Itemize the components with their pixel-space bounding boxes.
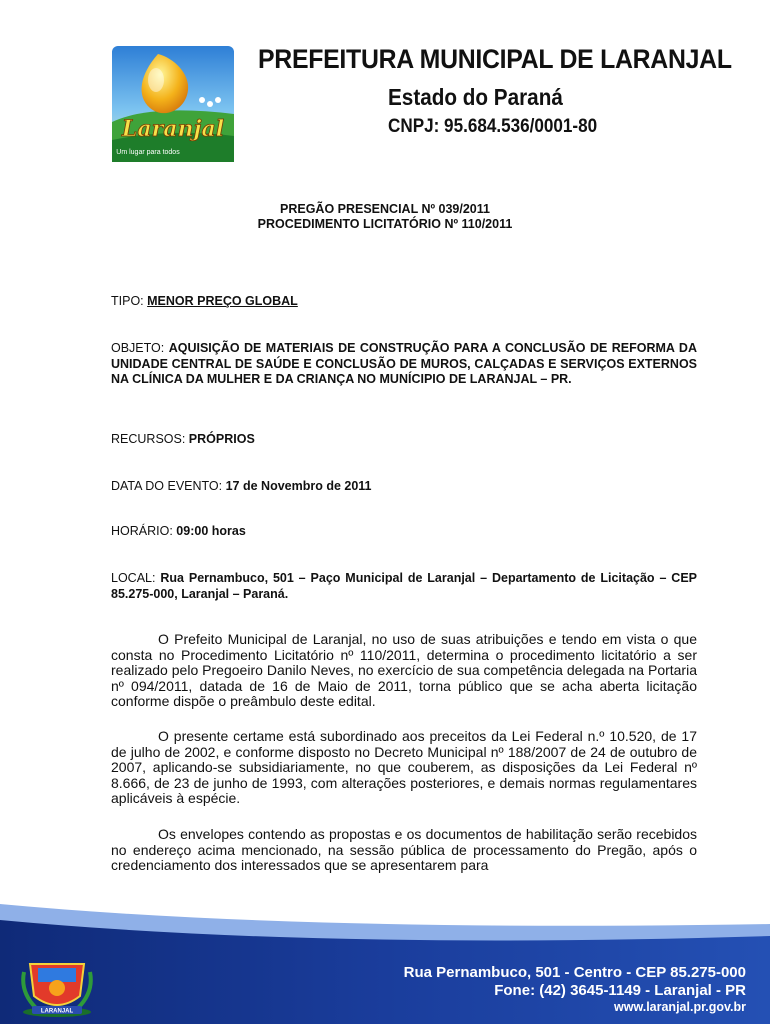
- footer-phone: Fone: (42) 3645-1149 - Laranjal - PR: [494, 982, 746, 999]
- pregao-title: PREGÃO PRESENCIAL Nº 039/2011: [280, 202, 490, 216]
- municipal-crest: [18, 952, 96, 1018]
- objeto-value: AQUISIÇÃO DE MATERIAIS DE CONSTRUÇÃO PARA A CONCLUSÃO DE REFORMA DA UNIDADE CENTRAL DE SAÚDE E CONCLUSÃO DE MUROS, CALÇADAS E SERVIÇOS EXTERNOS NA CLÍNICA DA MULHER E DA CRIANÇA NO MUNÍCIPIO DE LARANJAL – PR.: [111, 341, 697, 386]
- tipo-value: MENOR PREÇO GLOBAL: [147, 294, 298, 308]
- local-field: [111, 571, 697, 602]
- header-cnpj: CNPJ: 95.684.536/0001-80: [388, 116, 598, 137]
- procedimento-title: PROCEDIMENTO LICITATÓRIO Nº 110/2011: [257, 217, 513, 231]
- laranjal-logo: [110, 44, 236, 164]
- footer-website-link[interactable]: www.laranjal.pr.gov.br: [614, 1000, 746, 1014]
- local-value: Rua Pernambuco, 501 – Paço Municipal de Laranjal – Departamento de Licitação – CEP 85.275-000, Laranjal – Paraná.: [111, 571, 697, 601]
- paragraph-2: O presente certame está subordinado aos preceitos da Lei Federal n.º 10.520, de 17 de julho de 2002, e conforme disposto no Decreto Municipal nº 188/2007 de 24 de outubro de 2007, aplicando-se subsidiariamente, no que couberem, as disposições da Lei Federal nº 8.666, de 23 de junho de 1993, com alterações posteriores, e demais normas regulamentares aplicáveis à espécie.: [111, 728, 697, 807]
- data-label: DATA DO EVENTO:: [111, 479, 226, 493]
- recursos-value: PRÓPRIOS: [188, 432, 255, 446]
- data-value: 17 de Novembro de 2011: [225, 479, 372, 493]
- header-title: PREFEITURA MUNICIPAL DE LARANJAL: [258, 44, 732, 74]
- paragraph-3: Os envelopes contendo as propostas e os documentos de habilitação serão recebidos no endereço acima mencionado, na sessão pública de processamento do Pregão, após o credenciamento dos interessados que se apresentarem para: [111, 826, 697, 874]
- header-state: Estado do Paraná: [388, 84, 563, 110]
- svg-text:LARANJAL: LARANJAL: [40, 1008, 74, 1015]
- horario-value: 09:00 horas: [176, 524, 246, 538]
- recursos-label: RECURSOS:: [111, 432, 189, 446]
- horario-field: [111, 524, 697, 540]
- footer-address: Rua Pernambuco, 501 - Centro - CEP 85.275-000: [403, 964, 746, 981]
- objeto-label: OBJETO:: [111, 341, 169, 355]
- recursos-field: [111, 432, 697, 448]
- tipo-label: TIPO:: [111, 294, 148, 308]
- paragraph-1: O Prefeito Municipal de Laranjal, no uso de suas atribuições e tendo em vista o que consta no Procedimento Licitatório nº 110/2011, determina o procedimento licitatório a ser realizado pelo Pregoeiro Danilo Neves, no exercício de sua competência delegada na Portaria nº 094/2011, datada de 16 de Maio de 2011, torna público que se acha aberta licitação conforme dispõe o preâmbulo deste edital.: [111, 631, 697, 710]
- objeto-field: [111, 341, 697, 388]
- horario-label: HORÁRIO:: [111, 524, 177, 538]
- tipo-field: [111, 294, 697, 310]
- svg-text:Um lugar para todos: Um lugar para todos: [116, 149, 180, 156]
- data-field: [111, 479, 697, 495]
- local-label: LOCAL:: [111, 571, 161, 585]
- svg-text:Laranjal: Laranjal: [121, 116, 225, 142]
